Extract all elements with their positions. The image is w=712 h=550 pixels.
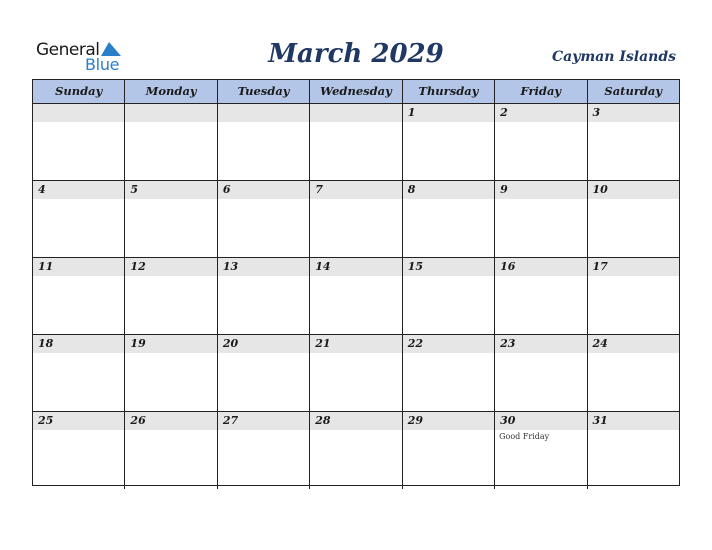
day-cell[interactable]	[218, 258, 310, 334]
day-cell[interactable]	[403, 104, 495, 180]
day-cell[interactable]	[310, 258, 402, 334]
day-number: 23	[500, 337, 516, 350]
day-number-band	[588, 104, 679, 122]
day-cell[interactable]	[218, 335, 310, 411]
day-cell[interactable]	[310, 335, 402, 411]
day-cell[interactable]	[495, 104, 587, 180]
weekday-header: Saturday	[604, 84, 663, 98]
day-cell[interactable]	[310, 181, 402, 257]
day-number: 2	[500, 106, 508, 119]
day-number: 15	[407, 260, 423, 273]
day-cell[interactable]	[588, 181, 679, 257]
day-number: 14	[315, 260, 331, 273]
day-cell[interactable]	[218, 412, 310, 489]
weekday-header-row	[33, 80, 679, 104]
weekday-header: Tuesday	[218, 80, 310, 103]
day-number: 4	[38, 183, 46, 196]
day-number: 19	[130, 337, 146, 350]
day-number: 5	[130, 183, 139, 196]
week-row	[33, 258, 679, 335]
day-cell[interactable]	[125, 181, 217, 257]
day-cell[interactable]	[33, 104, 125, 180]
day-cell[interactable]	[125, 104, 217, 180]
day-number: 6	[222, 183, 231, 196]
weekday-header: Thursday	[403, 80, 495, 103]
day-cell[interactable]	[125, 412, 217, 489]
weekday-header: Wednesday	[310, 80, 402, 103]
day-cell[interactable]	[495, 412, 587, 489]
holiday-label: Good Friday	[499, 432, 550, 441]
day-cell[interactable]	[218, 181, 310, 257]
weekday-header: Friday	[495, 80, 587, 103]
day-number-band	[125, 104, 216, 122]
day-number-band	[495, 104, 586, 122]
day-cell[interactable]	[310, 412, 402, 489]
day-number: 1	[407, 106, 416, 119]
day-cell[interactable]	[403, 258, 495, 334]
weekday-header: Monday	[125, 80, 217, 103]
day-number: 21	[315, 337, 331, 350]
day-number-band	[218, 181, 309, 199]
day-number: 27	[222, 414, 239, 427]
day-cell[interactable]	[495, 335, 587, 411]
logo-word-general: General	[36, 40, 100, 60]
day-cell[interactable]	[218, 104, 310, 180]
week-row	[33, 335, 679, 412]
day-number: 7	[315, 183, 323, 196]
day-cell[interactable]	[33, 412, 125, 489]
calendar-title: March 2029	[268, 39, 444, 69]
day-cell[interactable]	[33, 258, 125, 334]
day-number: 9	[500, 183, 508, 196]
day-cell[interactable]	[588, 258, 679, 334]
day-number: 18	[38, 337, 54, 350]
day-cell[interactable]	[125, 335, 217, 411]
day-number-band	[310, 104, 401, 122]
region-label: Cayman Islands	[552, 49, 676, 65]
day-number: 10	[592, 183, 608, 196]
day-cell[interactable]	[403, 412, 495, 489]
day-cell[interactable]	[310, 104, 402, 180]
day-number: 20	[222, 337, 239, 350]
day-number: 22	[407, 337, 423, 350]
week-row	[33, 104, 679, 181]
weekday-header: Sunday	[33, 80, 125, 103]
day-number-band	[218, 104, 309, 122]
day-number: 17	[592, 260, 608, 273]
day-number: 31	[592, 414, 608, 427]
day-number: 24	[592, 337, 608, 350]
day-number-band	[403, 104, 494, 122]
logo-word-blue: Blue	[85, 55, 120, 74]
day-cell[interactable]	[588, 104, 679, 180]
day-cell[interactable]	[495, 181, 587, 257]
day-number: 28	[315, 414, 331, 427]
day-number-band	[33, 181, 124, 199]
week-row	[33, 412, 679, 489]
day-number: 13	[222, 260, 239, 273]
day-number: 30	[500, 414, 516, 427]
day-cell[interactable]	[403, 181, 495, 257]
day-cell[interactable]	[125, 258, 217, 334]
day-number: 26	[130, 414, 146, 427]
day-number: 11	[38, 260, 54, 273]
day-cell[interactable]	[403, 335, 495, 411]
day-cell[interactable]	[588, 412, 679, 489]
week-row	[33, 181, 679, 258]
day-cell[interactable]	[33, 181, 125, 257]
day-number-band	[310, 181, 401, 199]
day-number: 8	[407, 183, 416, 196]
day-number-band	[125, 181, 216, 199]
day-number: 25	[38, 414, 54, 427]
calendar-grid	[32, 79, 680, 486]
day-number-band	[403, 181, 494, 199]
day-cell[interactable]	[33, 335, 125, 411]
day-number: 29	[407, 414, 423, 427]
day-number: 16	[500, 260, 516, 273]
day-number: 12	[130, 260, 146, 273]
day-cell[interactable]	[495, 258, 587, 334]
day-cell[interactable]	[588, 335, 679, 411]
day-number-band	[33, 104, 124, 122]
day-number: 3	[592, 106, 601, 119]
day-number-band	[495, 181, 586, 199]
